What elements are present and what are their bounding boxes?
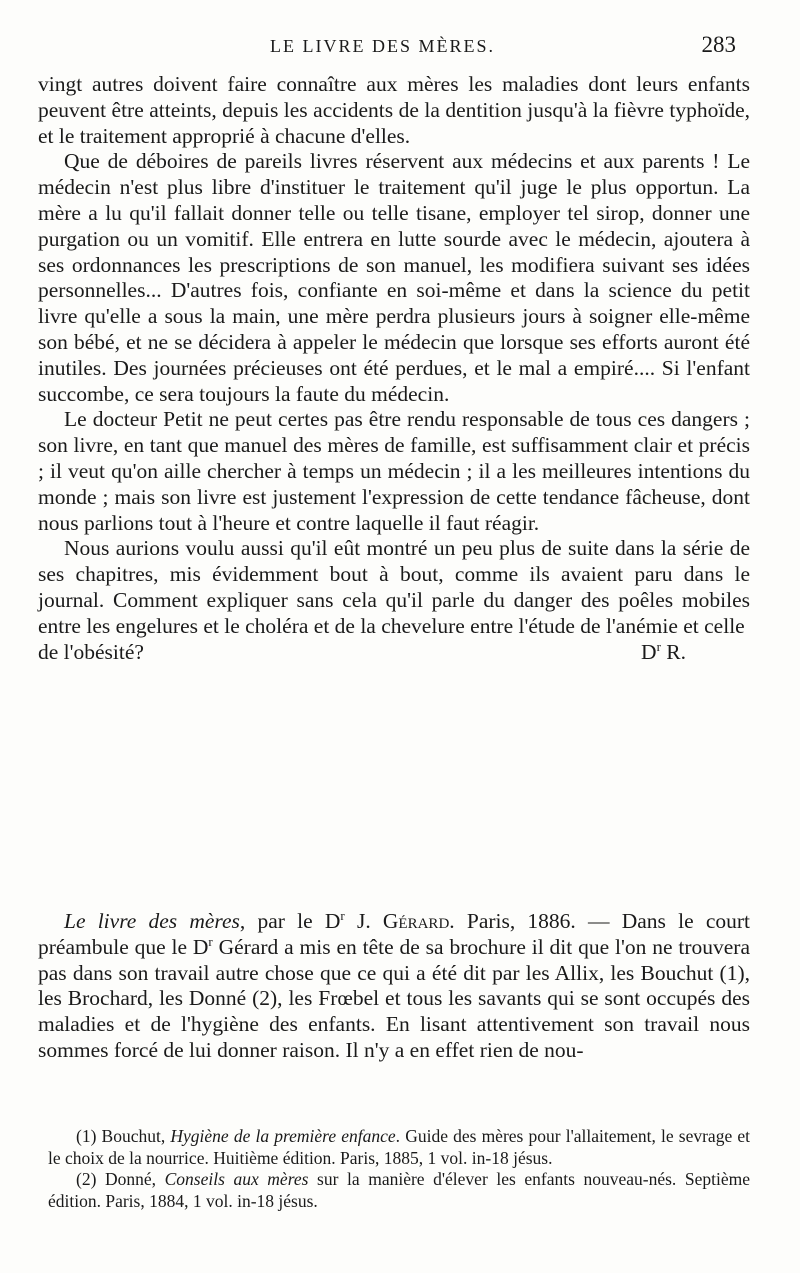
footnote-2-mark: (2) Donné, <box>76 1169 165 1189</box>
footnote-1-rest: . Guide des mères pour l'allaitement, le sevrage et le choix de la nourrice. Huitième édition. Paris, 1885, 1 vol. in-18 jésus. <box>48 1126 750 1168</box>
footnote-1-mark: (1) Bouchut, <box>76 1126 171 1146</box>
rest-1-sup: r <box>208 933 213 949</box>
gerard-paragraph <box>38 909 750 1064</box>
author-initial: J. <box>344 909 383 933</box>
signature <box>641 640 686 666</box>
author-name: Gérard <box>382 909 450 933</box>
review-gerard <box>38 909 750 1064</box>
page-header <box>0 32 800 62</box>
signature-name: R. <box>660 639 686 664</box>
signature-line <box>38 640 750 666</box>
paragraph-4: Nous aurions voulu aussi qu'il eût montré un peu plus de suite dans la série de ses chapitres, mis évidemment bout à bout, comme ils avaient paru dans le journal. Comment expliquer sans cela qu'il parle du danger des poêles mobiles entre les engelures et le choléra et de la chevelure entre l'étude de l'anémie et celle <box>38 536 750 638</box>
by-text: , par le D <box>239 909 341 933</box>
footnote-1 <box>48 1126 750 1169</box>
book-title: Le livre des mères <box>64 909 240 933</box>
page-number: 283 <box>701 32 736 57</box>
footnote-2-rest: sur la manière d'élever les enfants nouveau-nés. Septième édition. Paris, 1884, 1 vol. in-18 jésus. <box>48 1169 750 1211</box>
rest-1: . Paris, 1886. — Dans le court préambule que le D <box>38 909 750 959</box>
paragraph-4-end: de l'obésité? <box>38 639 144 664</box>
by-sup: r <box>340 907 345 923</box>
footnotes <box>48 1126 750 1212</box>
paragraph-2: Que de déboires de pareils livres réservent aux médecins et aux parents ! Le médecin n'est plus libre d'instituer le traitement qu'il juge le plus opportun. La mère a lu qu'il fallait donner telle ou telle tisane, employer tel sirop, donner une purgation ou un vomitif. Elle entrera en lutte sourde avec le médecin, ajoutera à ses ordonnances les prescriptions de son manuel, les modifiera suivant ses idées personnelles... D'autres fois, confiante en soi-même et dans la science du petit livre qu'elle a sous la main, une mère perdra plusieurs jours à soigner elle-même son bébé, et ne se décidera à appeler le médecin que lorsque ses efforts auront été inutiles. Des journées précieuses ont été perdues, et le mal a empiré.... Si l'enfant succombe, ce sera toujours la faute du médecin. <box>38 149 750 406</box>
footnote-1-title: Hygiène de la première enfance <box>170 1126 396 1146</box>
signature-sup: r <box>656 638 661 654</box>
signature-prefix: D <box>641 639 657 664</box>
review-petit <box>38 72 750 665</box>
rest-2: Gérard a mis en tête de sa brochure il dit que l'on ne trouvera pas dans son travail autre chose que ce qui a été dit par les Allix, les Bouchut (1), les Brochard, les Donné (2), les Frœbel et tous les savants qui se sont occupés des maladies et de l'hygiène des enfants. En lisant attentivement son travail nous sommes forcé de lui donner raison. Il n'y a en effet rien de nou- <box>38 934 750 1062</box>
footnote-2 <box>48 1169 750 1212</box>
footnote-2-title: Conseils aux mères <box>164 1169 309 1189</box>
paragraph-1: vingt autres doivent faire connaître aux mères les maladies dont leurs enfants peuvent être atteints, depuis les accidents de la dentition jusqu'à la fièvre typhoïde, et le traitement approprié à chacune d'elles. <box>38 72 750 148</box>
paragraph-3: Le docteur Petit ne peut certes pas être rendu responsable de tous ces dangers ; son livre, en tant que manuel des mères de famille, est suffisamment clair et précis ; il veut qu'on aille chercher à temps un médecin ; il a les meilleures intentions du monde ; mais son livre est justement l'expression de cette tendance fâcheuse, dont nous parlions tout à l'heure et contre laquelle il faut réagir. <box>38 407 750 535</box>
running-title: LE LIVRE DES MÈRES. <box>270 36 495 56</box>
